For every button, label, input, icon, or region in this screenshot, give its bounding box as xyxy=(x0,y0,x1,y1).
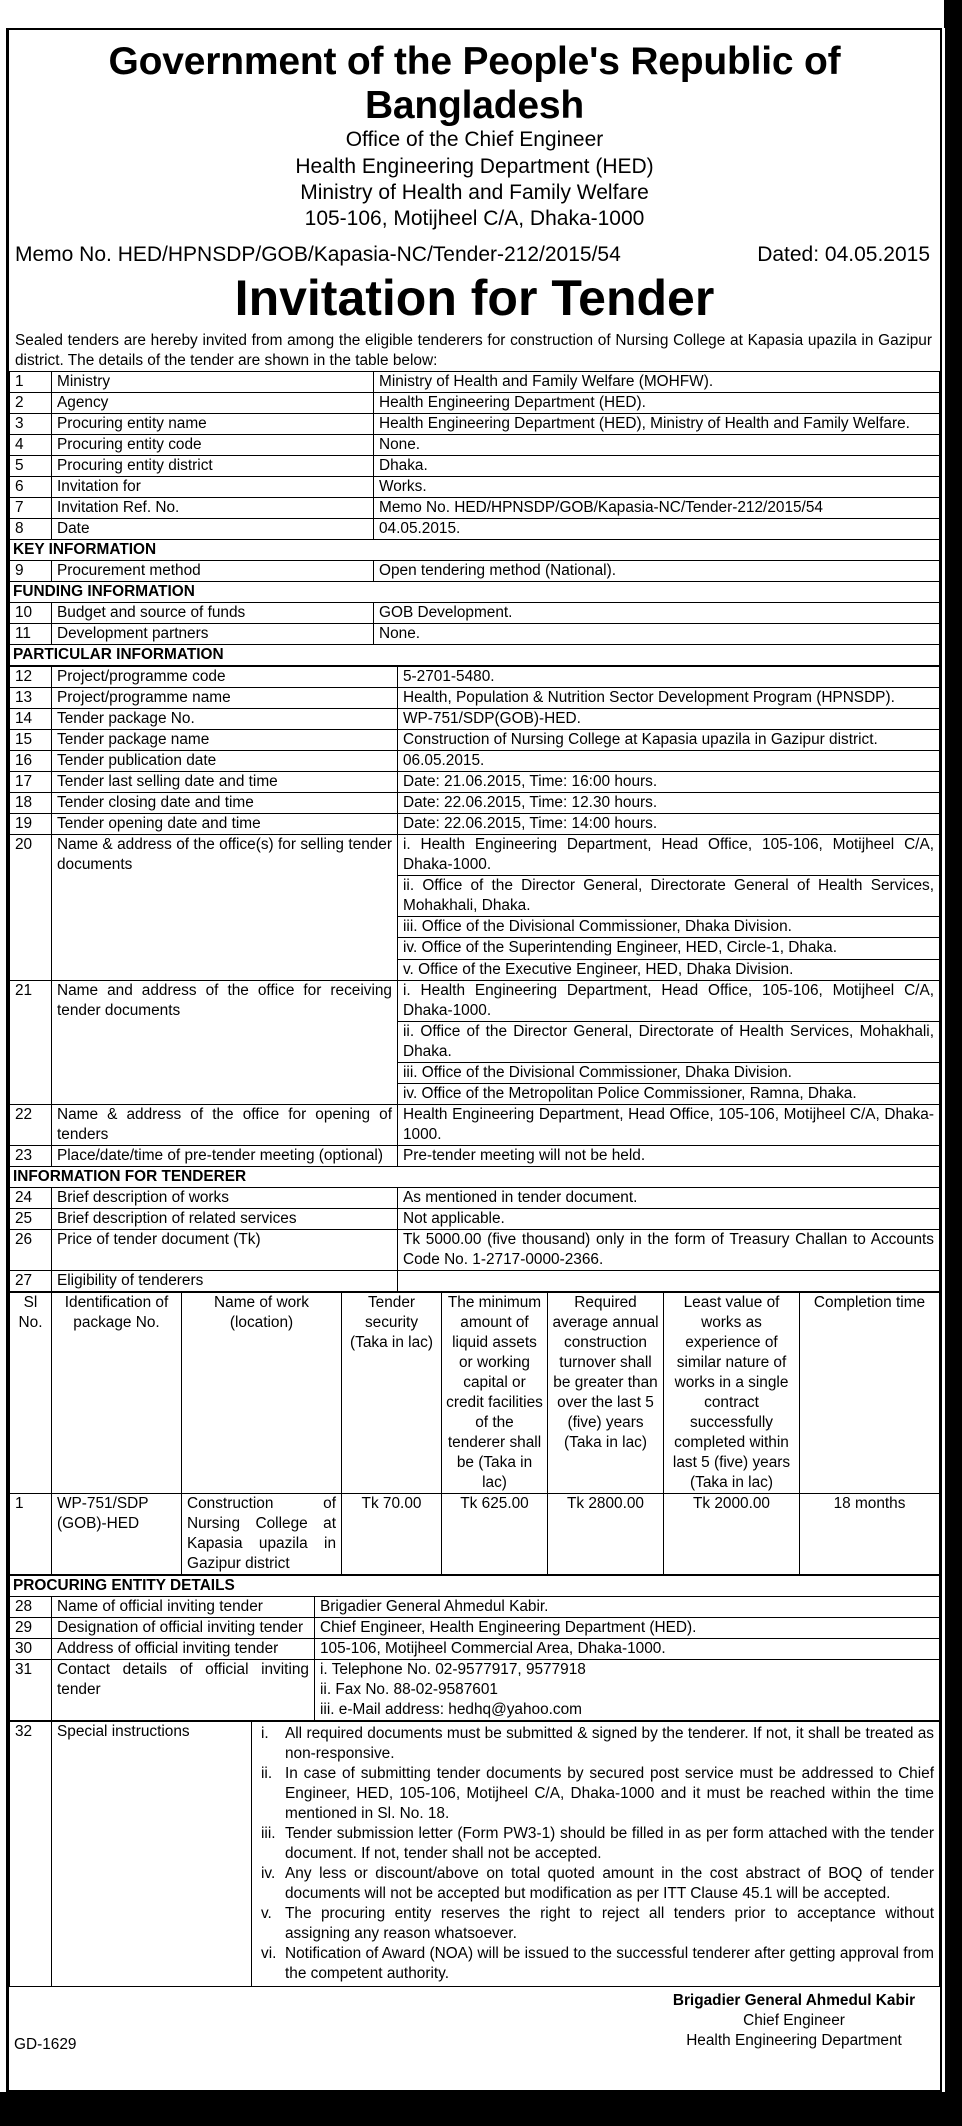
table-row: 20 Name & address of the office(s) for selling tender documents i. Health Engineering Department, Head Office, 105-106, Motijheel C/A, Dhaka-1000. ii. Office of the Director General, Directorate General of Health Services, Mohakhali, Dhaka. iii. Office of the Divisional Commissioner, Dhaka Division. iv. Office of the Superintending Engineer, HED, Circle-1, Dhaka. v. Office of the Executive Engineer, HED, Dhaka Division. xyxy=(10,835,940,980)
memo-number: Memo No. HED/HPNSDP/GOB/Kapasia-NC/Tender-212/2015/54 xyxy=(15,243,621,267)
office-list-item: iii. Office of the Divisional Commissioner, Dhaka Division. xyxy=(398,1063,939,1084)
table-row: 7 Invitation Ref. No. Memo No. HED/HPNSDP/GOB/Kapasia-NC/Tender-212/2015/54 xyxy=(10,498,940,519)
table-row: 32 Special instructions i. All required documents must be submitted & signed by the tenderer. If not, it shall be treated as non-responsive. ii. In case of submitting tender documents by secured post service must be addressed to Chief Engineer, HED, 105-106, Motijheel C/A, Dhaka-1000 and it must be reached within the time mentioned in Sl. No. 18. iii. Tender submission letter (Form PW3-1) should be filled in as per form attached with the tender document. If not, tender shall not be accepted. iv. Any less or discount/above on total quoted amount in the cost abstract of BOQ of tender documents will not be accepted but modification as per ITT Clause 45.1 will be accepted. v. The procuring entity reserves the right to reject all tenders prior to acceptance without assigning any reason whatsoever. vi. Notification of Award (NOA) will be issued to the successful tenderer after getting approval from the competent authority. xyxy=(10,1722,940,1987)
eligibility-column-header: Sl No. xyxy=(10,1292,52,1493)
government-title: Government of the People's Republic of Bangladesh xyxy=(108,40,841,127)
office-list-item: iv. Office of the Superintending Engineer, HED, Circle-1, Dhaka. xyxy=(398,938,939,959)
instruction-item: vi. Notification of Award (NOA) will be issued to the successful tenderer after getting approval from the competent authority. xyxy=(261,1945,934,1983)
eligibility-column-header: Required average annual construction turnover shall be greater than over the last 5 (five) years (Taka in lac) xyxy=(548,1292,664,1493)
intro-paragraph: Sealed tenders are hereby invited from among the eligible tenderers for construction of Nursing College at Kapasia upazila in Gazipur district. The details of the tender are shown in the table below: xyxy=(15,332,932,370)
contact-details xyxy=(315,1660,940,1721)
eligibility-cell: Construction of Nursing College at Kapasia upazila in Gazipur district xyxy=(182,1493,342,1574)
table-row: 3 Procuring entity name Health Engineering Department (HED), Ministry of Health and Family Welfare. xyxy=(10,414,940,435)
instruction-item: i. All required documents must be submitted & signed by the tenderer. If not, it shall be treated as non-responsive. xyxy=(261,1725,934,1763)
table-row: 17 Tender last selling date and time Date: 21.06.2015, Time: 16:00 hours. xyxy=(10,772,940,793)
eligibility-cell: Tk 625.00 xyxy=(442,1493,548,1574)
table-row: 15 Tender package name Construction of Nursing College at Kapasia upazila in Gazipur district. xyxy=(10,730,940,751)
footer-code: GD-1629 xyxy=(14,2036,77,2054)
eligibility-cell: Tk 2800.00 xyxy=(548,1493,664,1574)
table-row: 29 Designation of official inviting tender Chief Engineer, Health Engineering Department (HED). xyxy=(10,1618,940,1639)
memo-date: Dated: 04.05.2015 xyxy=(757,243,930,267)
eligibility-cell: WP-751/SDP (GOB)-HED xyxy=(52,1493,182,1574)
department-name: Health Engineering Department (HED) xyxy=(295,154,654,178)
table-row: 26 Price of tender document (Tk) Tk 5000.00 (five thousand) only in the form of Treasury Challan to Accounts Code No. 1-2717-0000-2366. xyxy=(10,1229,940,1270)
section-header: INFORMATION FOR TENDERER xyxy=(10,1166,940,1187)
page-right-edge xyxy=(945,0,962,2126)
office-list-item: ii. Office of the Director General, Directorate General of Health Services, Mohakhali, Dhaka. xyxy=(398,876,939,917)
table-row: 24 Brief description of works As mentioned in tender document. xyxy=(10,1187,940,1208)
table-row: 11 Development partners None. xyxy=(10,624,940,645)
instruction-item: iv. Any less or discount/above on total quoted amount in the cost abstract of BOQ of tender documents will not be accepted but modification as per ITT Clause 45.1 will be accepted. xyxy=(261,1865,934,1903)
table-row: 30 Address of official inviting tender 105-106, Motijheel Commercial Area, Dhaka-1000. xyxy=(10,1639,940,1660)
signatory-title: Chief Engineer xyxy=(743,2012,845,2030)
table-row: 14 Tender package No. WP-751/SDP(GOB)-HED. xyxy=(10,709,940,730)
eligibility-cell: 1 xyxy=(10,1493,52,1574)
table-row: 16 Tender publication date 06.05.2015. xyxy=(10,751,940,772)
page-bottom-edge xyxy=(0,2092,962,2126)
table-row: 12 Project/programme code 5-2701-5480. xyxy=(10,667,940,688)
tender-details-table xyxy=(9,371,940,666)
table-row: 5 Procuring entity district Dhaka. xyxy=(10,456,940,477)
signature-block xyxy=(9,1987,940,2063)
table-row: 9 Procurement method Open tendering method (National). xyxy=(10,561,940,582)
table-row: 4 Procuring entity code None. xyxy=(10,435,940,456)
eligibility-column-header: Name of work (location) xyxy=(182,1292,342,1493)
eligibility-column-header: Identification of package No. xyxy=(52,1292,182,1493)
letterhead xyxy=(9,30,940,232)
instruction-item: v. The procuring entity reserves the right to reject all tenders prior to acceptance without assigning any reason whatsoever. xyxy=(261,1905,934,1943)
table-row: 19 Tender opening date and time Date: 22.06.2015, Time: 14:00 hours. xyxy=(10,814,940,835)
table-row: 13 Project/programme name Health, Population & Nutrition Sector Development Program (HPNSDP). xyxy=(10,688,940,709)
signatory-name: Brigadier General Ahmedul Kabir xyxy=(672,1992,916,2010)
table-row: 2 Agency Health Engineering Department (HED). xyxy=(10,393,940,414)
eligibility-data-row xyxy=(10,1493,940,1574)
table-row: 31 Contact details of official inviting tender i. Telephone No. 02-9577917, 9577918 ii. Fax No. 88-02-9587601 iii. e-Mail address: hedhq@yahoo.com xyxy=(10,1660,940,1721)
tender-notice xyxy=(7,28,942,2092)
office-address: 105-106, Motijheel C/A, Dhaka-1000 xyxy=(304,207,645,231)
table-row: 6 Invitation for Works. xyxy=(10,477,940,498)
instruction-item: ii. In case of submitting tender documents by secured post service must be addressed to Chief Engineer, HED, 105-106, Motijheel C/A, Dhaka-1000 and it must be reached within the time mentioned in Sl. No. 18. xyxy=(261,1765,934,1823)
page-top-margin xyxy=(0,0,945,28)
contact-item: i. Telephone No. 02-9577917, 9577918 xyxy=(320,1661,586,1679)
eligibility-cell: 18 months xyxy=(800,1493,940,1574)
office-list-item: i. Health Engineering Department, Head Office, 105-106, Motijheel C/A, Dhaka-1000. xyxy=(398,835,939,876)
eligibility-column-header: The minimum amount of liquid assets or working capital or credit facilities of the tenderer shall be (Taka in lac) xyxy=(442,1292,548,1493)
table-row: 8 Date 04.05.2015. xyxy=(10,519,940,540)
table-row: 18 Tender closing date and time Date: 22.06.2015, Time: 12.30 hours. xyxy=(10,793,940,814)
section-header: PROCURING ENTITY DETAILS xyxy=(10,1575,940,1596)
contact-item: iii. e-Mail address: hedhq@yahoo.com xyxy=(320,1701,583,1719)
table-row: 21 Name and address of the office for receiving tender documents i. Health Engineering Department, Head Office, 105-106, Motijheel C/A, Dhaka-1000. ii. Office of the Director General, Directorate of Health Services, Mohakhali, Dhaka. iii. Office of the Divisional Commissioner, Dhaka Division. iv. Office of the Metropolitan Police Commissioner, Ramna, Dhaka. xyxy=(10,980,940,1104)
eligibility-table xyxy=(9,1292,940,1575)
procuring-entity-table xyxy=(9,1575,940,1721)
office-list-item: iv. Office of the Metropolitan Police Commissioner, Ramna, Dhaka. xyxy=(403,1084,857,1102)
table-row: 23 Place/date/time of pre-tender meeting (optional) Pre-tender meeting will not be held. xyxy=(10,1145,940,1166)
office-name: Office of the Chief Engineer xyxy=(345,128,604,152)
special-instructions-table xyxy=(9,1721,940,1987)
table-row: 10 Budget and source of funds GOB Development. xyxy=(10,603,940,624)
memo-line xyxy=(9,232,940,267)
eligibility-column-header: Tender security (Taka in lac) xyxy=(342,1292,442,1493)
office-list-item: ii. Office of the Director General, Directorate of Health Services, Mohakhali, Dhaka. xyxy=(398,1022,939,1063)
office-list-item: iii. Office of the Divisional Commissioner, Dhaka Division. xyxy=(398,917,939,938)
eligibility-header-row xyxy=(10,1292,940,1493)
section-header: PARTICULAR INFORMATION xyxy=(10,645,940,666)
eligibility-column-header: Least value of works as experience of similar nature of works in a single contract successfully completed within last 5 (five) years (Taka in lac) xyxy=(664,1292,800,1493)
table-row: 1 Ministry Ministry of Health and Family Welfare (MOHFW). xyxy=(10,372,940,393)
instruction-item: iii. Tender submission letter (Form PW3-1) should be filled in as per form attached with the tender document. If not, tender shall not be accepted. xyxy=(261,1825,934,1863)
contact-item: ii. Fax No. 88-02-9587601 xyxy=(320,1681,498,1699)
signatory-department: Health Engineering Department xyxy=(686,2032,902,2050)
section-header: FUNDING INFORMATION xyxy=(10,582,940,603)
notice-title: Invitation for Tender xyxy=(234,269,715,326)
table-row: 22 Name & address of the office for opening of tenders Health Engineering Department, Head Office, 105-106, Motijheel C/A, Dhaka-1000. xyxy=(10,1104,940,1145)
eligibility-column-header: Completion time xyxy=(800,1292,940,1493)
section-header: KEY INFORMATION xyxy=(10,540,940,561)
office-list-item: v. Office of the Executive Engineer, HED, Dhaka Division. xyxy=(403,960,794,978)
table-row: 25 Brief description of related services Not applicable. xyxy=(10,1208,940,1229)
ministry-name: Ministry of Health and Family Welfare xyxy=(300,180,649,204)
office-list-item: i. Health Engineering Department, Head Office, 105-106, Motijheel C/A, Dhaka-1000. xyxy=(398,981,939,1022)
eligibility-cell: Tk 2000.00 xyxy=(664,1493,800,1574)
table-row: 27 Eligibility of tenderers xyxy=(10,1270,940,1291)
table-row: 28 Name of official inviting tender Brigadier General Ahmedul Kabir. xyxy=(10,1596,940,1617)
selling-offices xyxy=(398,835,940,980)
eligibility-cell: Tk 70.00 xyxy=(342,1493,442,1574)
page-left-margin xyxy=(0,28,7,2092)
receiving-offices xyxy=(398,980,940,1104)
special-instructions xyxy=(252,1722,940,1987)
particular-info-table xyxy=(9,666,940,1291)
